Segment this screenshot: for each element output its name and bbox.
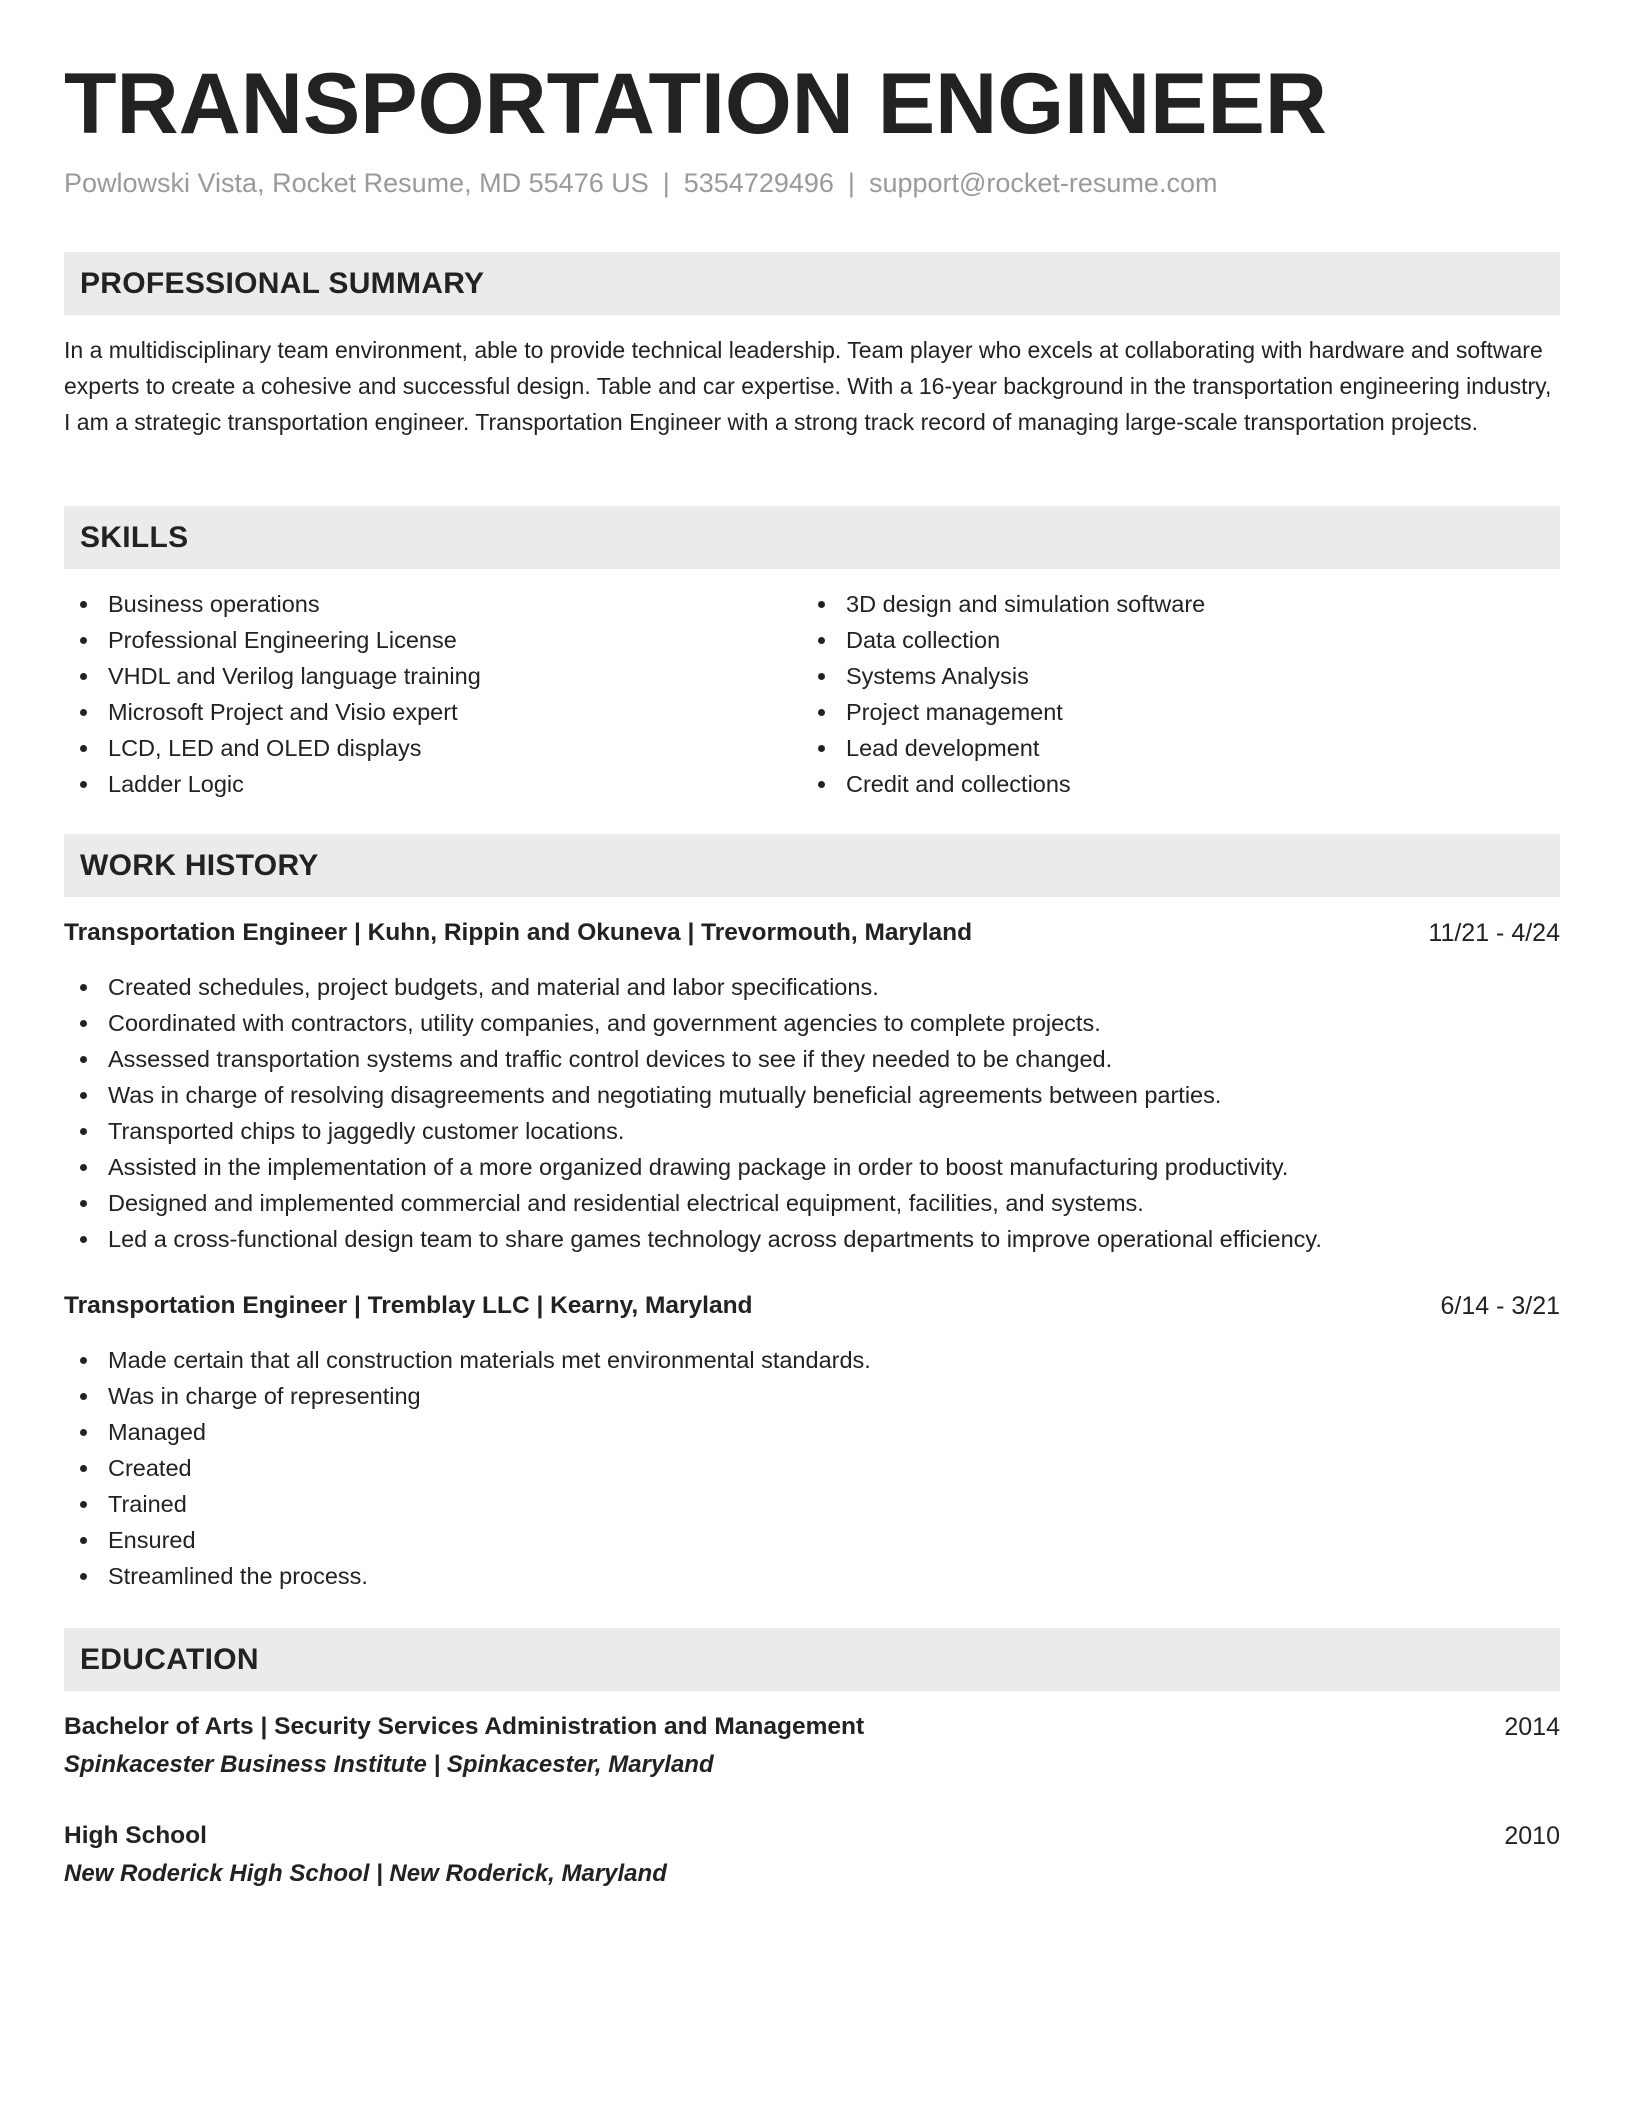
education-section-header [64, 1628, 1560, 1691]
summary-text: In a multidisciplinary team environment, able to provide technical leadership. Team player who excels at collaborating with hardware and software experts to create a cohesive and successful design. Table and car expertise. With a 16-year background in the transportation engineering industry, I am a strategic transportation engineer. Transportation Engineer with a strong track record of managing large-scale transportation projects. [64, 337, 1552, 435]
education-year: 2010 [1504, 1822, 1560, 1850]
education-heading-row [64, 1709, 1560, 1745]
skill-item: Business operations [64, 586, 764, 622]
job-bullet: Made certain that all construction materials met environmental standards. [64, 1342, 1560, 1378]
job-bullet: Assisted in the implementation of a more organized drawing package in order to boost manufacturing productivity. [64, 1149, 1560, 1185]
job-dates: 6/14 - 3/21 [1440, 1292, 1560, 1320]
contact-separator: | [847, 168, 855, 198]
education-school: Spinkacester Business Institute | Spinkacester, Maryland [64, 1751, 714, 1778]
education-year: 2014 [1504, 1713, 1560, 1741]
education-degree: Bachelor of Arts | Security Services Administration and Management [64, 1713, 865, 1740]
contact-address: Powlowski Vista, Rocket Resume, MD 55476 US [64, 168, 649, 198]
job-bullet: Trained [64, 1486, 1560, 1522]
education-degree: High School [64, 1822, 207, 1849]
skill-item: Data collection [802, 622, 1502, 658]
education-school: New Roderick High School | New Roderick, Maryland [64, 1860, 667, 1887]
job-bullet: Assessed transportation systems and traffic control devices to see if they needed to be changed. [64, 1041, 1560, 1077]
job-bullets [64, 1342, 1560, 1594]
work-section-header [64, 834, 1560, 897]
job-title: Transportation Engineer | Tremblay LLC | Kearny, Maryland [64, 1292, 753, 1319]
contact-line [64, 166, 1217, 200]
job-bullet: Transported chips to jaggedly customer locations. [64, 1113, 1560, 1149]
skill-item: Lead development [802, 730, 1502, 766]
job-heading-row [64, 1288, 1560, 1324]
skills-list-right [802, 586, 1502, 802]
job-bullets [64, 969, 1560, 1257]
work-section-title: WORK HISTORY [80, 849, 319, 882]
education-heading-row [64, 1818, 1560, 1854]
contact-email: support@rocket-resume.com [868, 168, 1218, 198]
skills-list-left [64, 586, 764, 802]
skill-item: Project management [802, 694, 1502, 730]
job-bullet: Designed and implemented commercial and residential electrical equipment, facilities, and systems. [64, 1185, 1560, 1221]
job-bullet: Led a cross-functional design team to share games technology across departments to improve operational efficiency. [64, 1221, 1560, 1257]
education-section-title: EDUCATION [80, 1643, 259, 1676]
skills-section-title: SKILLS [80, 521, 189, 554]
skill-item: Microsoft Project and Visio expert [64, 694, 764, 730]
job-dates: 11/21 - 4/24 [1428, 919, 1560, 947]
contact-phone: 5354729496 [683, 168, 834, 198]
job-bullet: Created [64, 1450, 1560, 1486]
skill-item: Credit and collections [802, 766, 1502, 802]
job-bullet: Managed [64, 1414, 1560, 1450]
job-title: Transportation Engineer | Kuhn, Rippin and Okuneva | Trevormouth, Maryland [64, 919, 973, 946]
job-bullet: Streamlined the process. [64, 1558, 1560, 1594]
skill-item: Ladder Logic [64, 766, 764, 802]
skill-item: VHDL and Verilog language training [64, 658, 764, 694]
summary-section-header [64, 252, 1560, 315]
skill-item: Professional Engineering License [64, 622, 764, 658]
skill-item: LCD, LED and OLED displays [64, 730, 764, 766]
skill-item: 3D design and simulation software [802, 586, 1502, 622]
job-bullet: Was in charge of representing [64, 1378, 1560, 1414]
summary-section-title: PROFESSIONAL SUMMARY [80, 267, 485, 300]
skills-section-header [64, 506, 1560, 569]
job-bullet: Coordinated with contractors, utility companies, and government agencies to complete projects. [64, 1005, 1560, 1041]
contact-separator: | [662, 168, 670, 198]
job-bullet: Created schedules, project budgets, and material and labor specifications. [64, 969, 1560, 1005]
resume-name: TRANSPORTATION ENGINEER [64, 56, 1327, 152]
job-bullet: Ensured [64, 1522, 1560, 1558]
skill-item: Systems Analysis [802, 658, 1502, 694]
job-heading-row [64, 915, 1560, 951]
job-bullet: Was in charge of resolving disagreements and negotiating mutually beneficial agreements between parties. [64, 1077, 1560, 1113]
